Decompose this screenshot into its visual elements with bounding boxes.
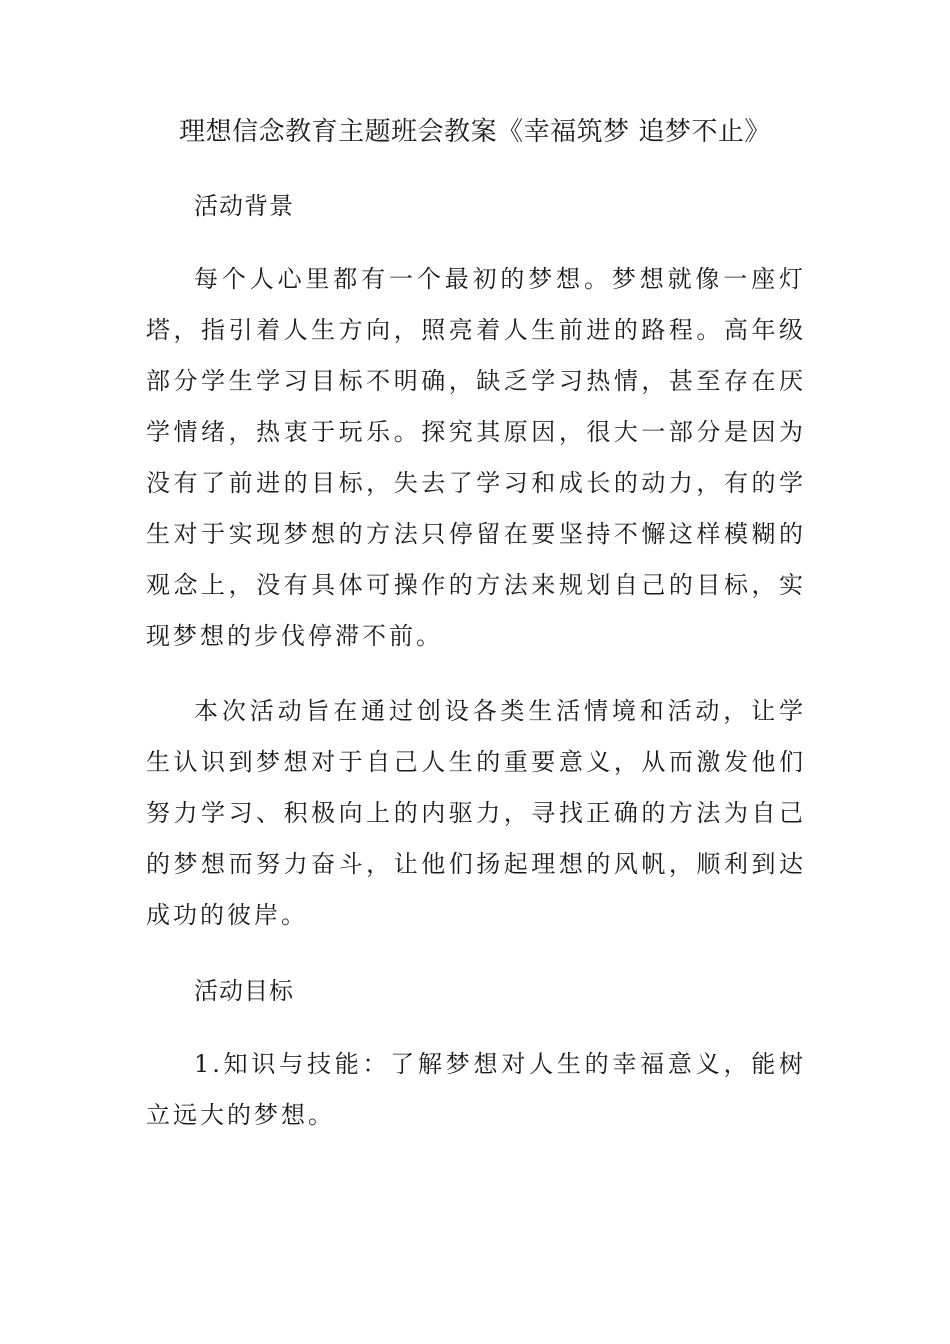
- document-title: 理想信念教育主题班会教案《幸福筑梦 追梦不止》: [179, 117, 771, 147]
- paragraph: 每个人心里都有一个最初的梦想。梦想就像一座灯塔，指引着人生方向，照亮着人生前进的路程。高年级部分学生学习目标不明确，缺乏学习热情，甚至存在厌学情绪，热衷于玩乐。探究其原因，很大一部分是因为没有了前进的目标，失去了学习和成长的动力，有的学生对于实现梦想的方法只停留在要坚持不懈这样模糊的观念上，没有具体可操作的方法来规划自己的目标，实现梦想的步伐停滞不前。: [146, 265, 806, 650]
- section-heading: 活动目标: [194, 977, 294, 1005]
- section-heading: 活动背景: [194, 192, 294, 220]
- section-goals: [146, 965, 806, 1141]
- paragraph: 1.知识与技能：了解梦想对人生的幸福意义，能树立远大的梦想。: [146, 1050, 806, 1129]
- section-background: [146, 180, 806, 941]
- paragraph: 本次活动旨在通过创设各类生活情境和活动，让学生认识到梦想对于自己人生的重要意义，从而激发他们努力学习、积极向上的内驱力，寻找正确的方法为自己的梦想而努力奋斗，让他们扬起理想的风帆，顺利到达成功的彼岸。: [146, 697, 806, 929]
- document-body: [146, 180, 806, 1165]
